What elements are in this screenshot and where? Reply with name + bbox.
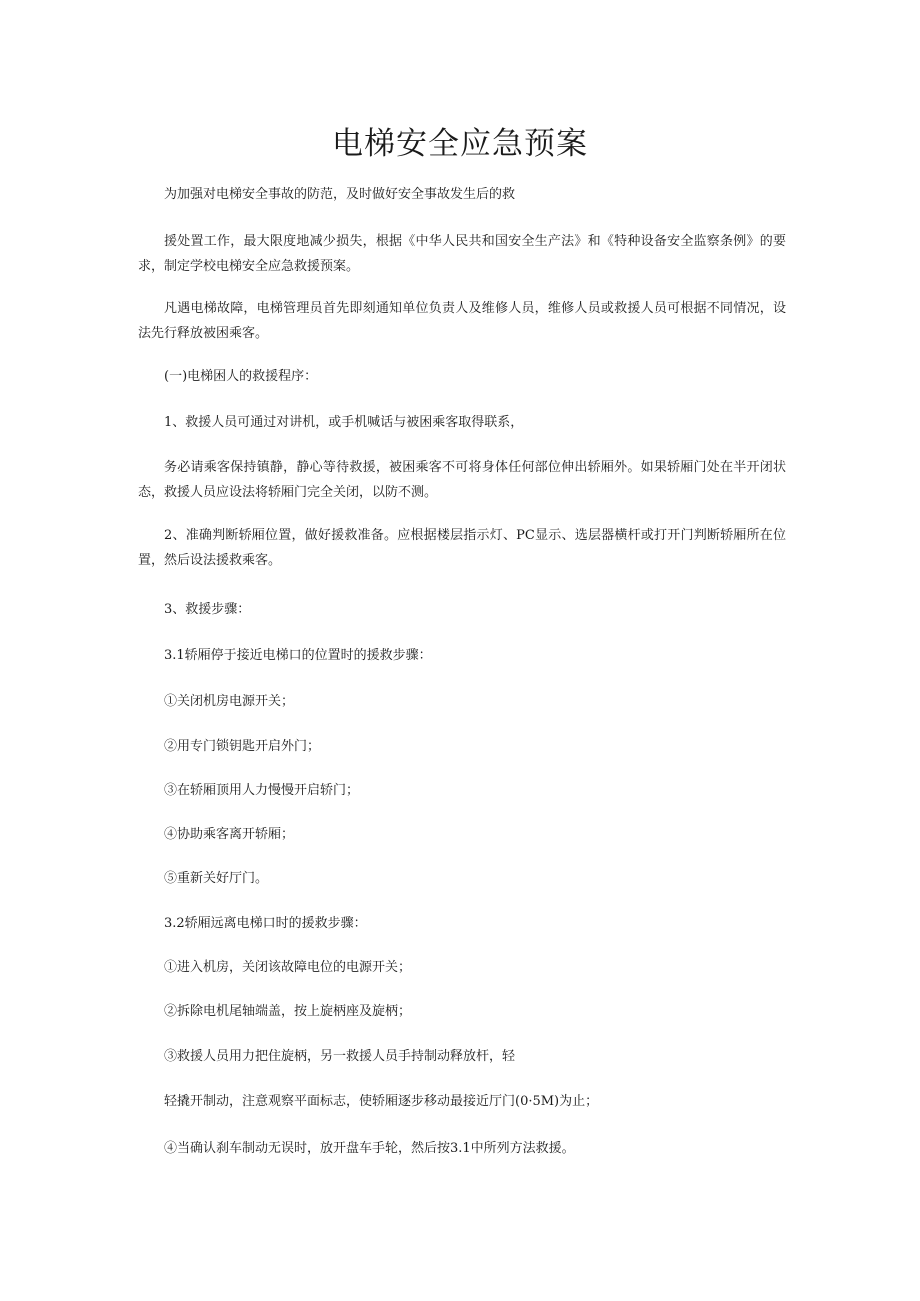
list-item-3-1-b: ②用专门锁钥匙开启外门； [164, 739, 321, 754]
paragraph-step-3: 3、救援步骤： [164, 602, 251, 617]
list-item-3-2-a: ①进入机房，关闭该故障电位的电源开关； [164, 960, 412, 975]
subheading-3-1: 3.1轿厢停于接近电梯口的位置时的援救步骤： [164, 648, 432, 663]
list-item-3-1-e: ⑤重新关好厅门。 [164, 871, 269, 886]
document-title: 电梯安全应急预案 [332, 126, 588, 162]
paragraph-step-1-detail: 务必请乘客保持镇静，静心等待救援，被困乘客不可将身体任何部位伸出轿厢外。如果轿厢门处在半开闭状态，救援人员应设法将轿厢门完全关闭，以防不测。 [138, 460, 786, 500]
list-item-3-2-c-continued: 轻撬开制动，注意观察平面标志，使轿厢逐步移动最接近厅门(0·5M)为止； [164, 1094, 599, 1109]
paragraph-step-1: 1、救援人员可通过对讲机，或手机喊话与被困乘客取得联系， [164, 415, 524, 430]
paragraph-intro-1: 为加强对电梯安全事故的防范，及时做好安全事故发生后的救 [164, 187, 516, 202]
list-item-3-1-c: ③在轿厢顶用人力慢慢开启轿门； [164, 783, 360, 798]
paragraph-intro-2: 援处置工作，最大限度地减少损失，根据《中华人民共和国安全生产法》和《特种设备安全监察条例》的要求，制定学校电梯安全应急救援预案。 [138, 234, 786, 274]
paragraph-step-2: 2、准确判断轿厢位置，做好援救准备。应根据楼层指示灯、PC显示、选层器横杆或打开门判断轿厢所在位置，然后设法援救乘客。 [138, 528, 786, 568]
subheading-3-2: 3.2轿厢远离电梯口时的援救步骤： [164, 916, 367, 931]
paragraph-general-rule: 凡遇电梯故障，电梯管理员首先即刻通知单位负责人及维修人员，维修人员或救援人员可根据不同情况，设法先行释放被困乘客。 [138, 301, 786, 341]
list-item-3-2-b: ②拆除电机尾轴端盖，按上旋柄座及旋柄； [164, 1004, 412, 1019]
list-item-3-2-d: ④当确认刹车制动无误时，放开盘车手轮，然后按3.1中所列方法救援。 [164, 1141, 575, 1156]
section-heading-rescue-procedure: (一)电梯困人的救援程序： [164, 369, 318, 384]
list-item-3-1-a: ①关闭机房电源开关； [164, 694, 295, 709]
list-item-3-2-c: ③救援人员用力把住旋柄，另一救援人员手持制动释放杆，轻 [164, 1049, 516, 1064]
list-item-3-1-d: ④协助乘客离开轿厢； [164, 827, 295, 842]
